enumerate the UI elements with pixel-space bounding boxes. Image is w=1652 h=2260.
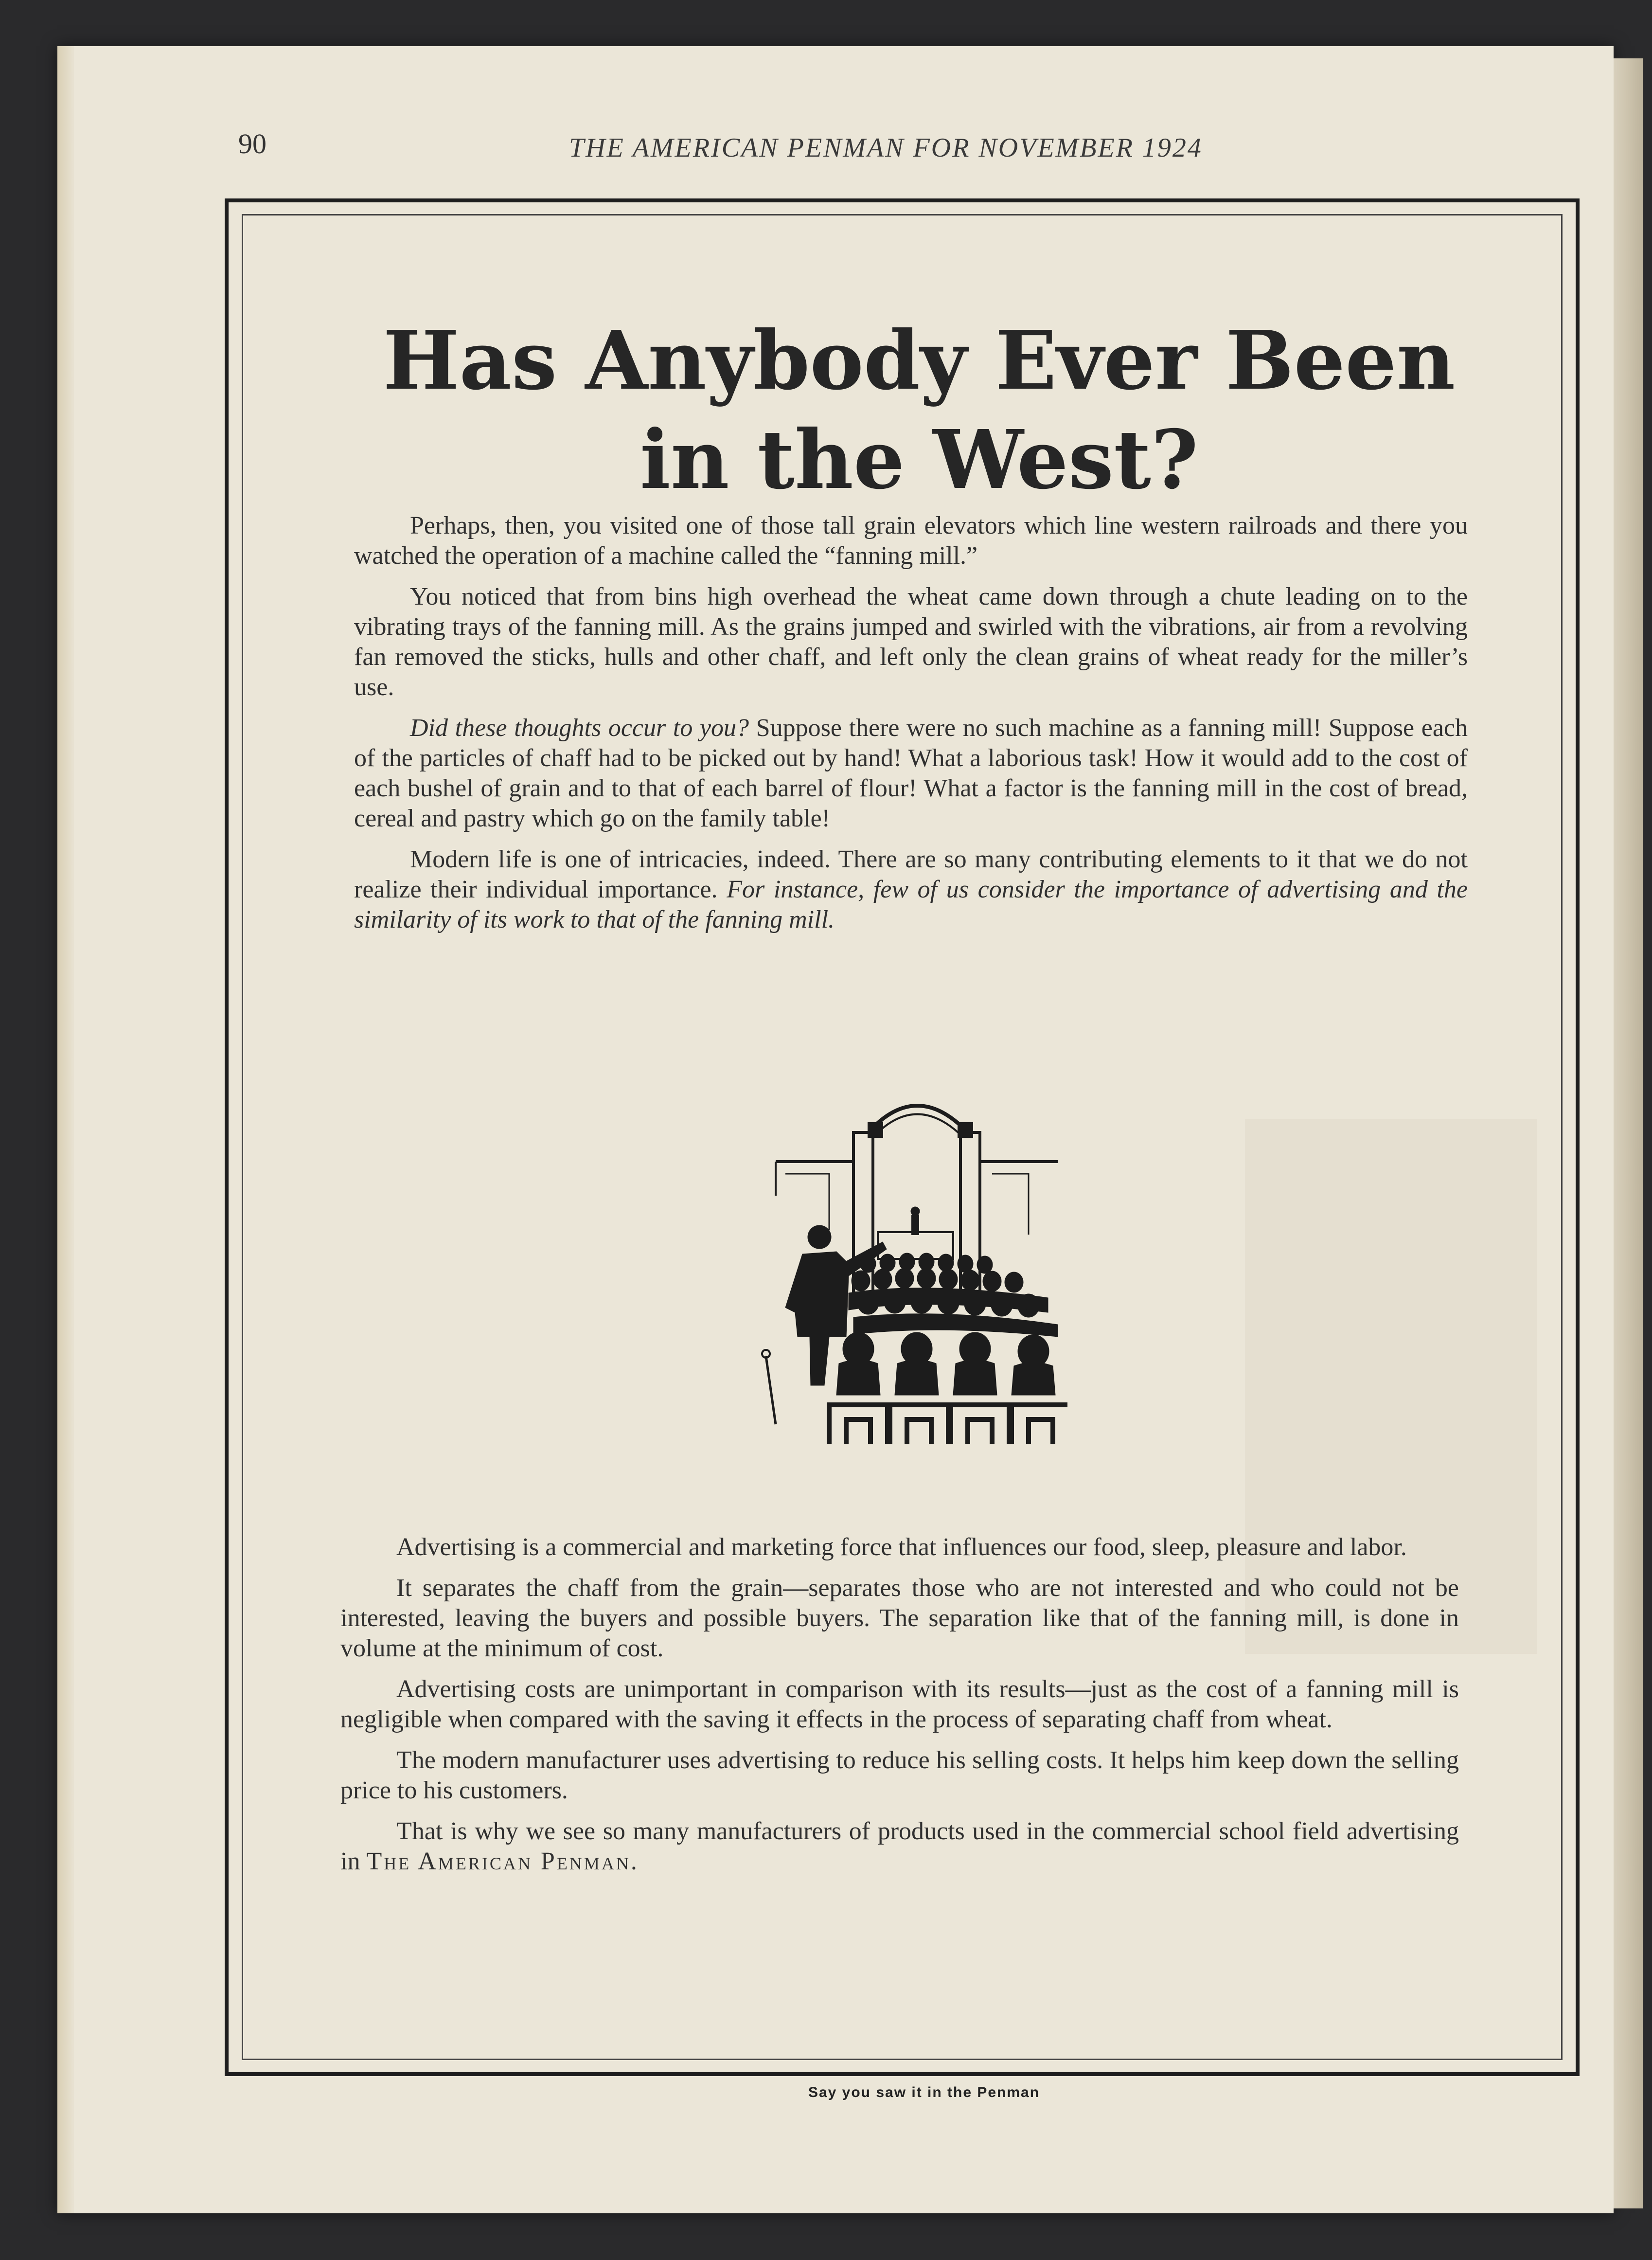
ad-copy-bottom xyxy=(340,1532,1459,1887)
footer-note: Say you saw it in the Penman xyxy=(808,2084,1040,2100)
magazine-name: The American Penman xyxy=(366,1847,631,1875)
intricacies-emphasis: For instance, few of us consider the importance of advertising and the similarity of its work to that of the fanning mill. xyxy=(354,876,1468,933)
conclusion-body: That is why we see so many manufacturers of products used in the commercial school field advertising in xyxy=(340,1817,1459,1875)
paragraph-fanning-mill: You noticed that from bins high overhead the wheat came down through a chute leading on to the vibrating trays of the fanning mill. As the grains jumped and swirled with the vibrations, air from a revolving fan removed the sticks, hulls and other chaff, and left only the clean grains of wheat ready for the miller’s use. xyxy=(354,583,1468,701)
paragraph-separates-chaff: It separates the chaff from the grain—separates those who are not interested and who could not be interested, leaving the buyers and possible buyers. The separation like that of the fanning mill, is done in volume at the minimum of cost. xyxy=(340,1574,1459,1662)
thoughts-body: Suppose there were no such machine as a fanning mill! Suppose each of the particles of chaff had to be picked out by hand! What a laborious task! How it would add to the cost of each bushel of grain and to that of each barrel of flour! What a factor is the fanning mill in the cost of bread, cereal and pastry which go on the family table! xyxy=(354,714,1468,832)
thoughts-question: Did these thoughts occur to you? xyxy=(410,714,749,742)
headline-line-1: Has Anybody Ever Been xyxy=(383,313,1456,408)
page-edge-stack xyxy=(1614,58,1643,2208)
intricacies-body: Modern life is one of intricacies, indeed. There are so many contributing elements to it that we do not realize their individual importance. xyxy=(354,845,1468,903)
paragraph-intricacies xyxy=(354,844,1468,935)
paragraph-advertising-force: Advertising is a commercial and marketing force that influences our food, sleep, pleasure and labor. xyxy=(396,1533,1407,1561)
page-gutter xyxy=(57,46,74,2213)
conclusion-end: . xyxy=(630,1847,637,1875)
headline-line-2: in the West? xyxy=(639,413,1199,507)
auditorium-illustration xyxy=(756,1084,1067,1444)
ad-headline xyxy=(302,311,1537,510)
paragraph-thoughts xyxy=(354,713,1468,834)
ad-copy-top xyxy=(354,511,1468,946)
paragraph-elevators: Perhaps, then, you visited one of those tall grain elevators which line western railroads and there you watched the operation of a machine called the “fanning mill.” xyxy=(354,512,1468,570)
running-title: THE AMERICAN PENMAN FOR NOVEMBER 1924 xyxy=(569,133,1203,163)
paragraph-manufacturer: The modern manufacturer uses advertising to reduce his selling costs. It helps him keep down the selling price to his customers. xyxy=(340,1746,1459,1804)
page-number: 90 xyxy=(238,128,266,160)
paragraph-conclusion xyxy=(340,1816,1459,1877)
paragraph-costs: Advertising costs are unimportant in comparison with its results—just as the cost of a fanning mill is negligible when compared with the saving it effects in the process of separating chaff from wheat. xyxy=(340,1675,1459,1733)
